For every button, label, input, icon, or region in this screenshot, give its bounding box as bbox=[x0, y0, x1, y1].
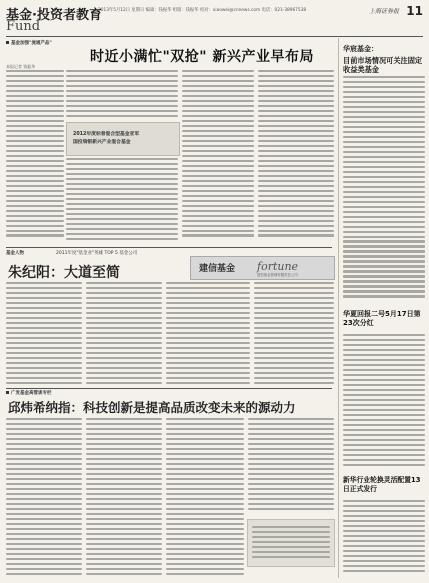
fund-ad-line-1: 2012年度标普混合型基金亚军 bbox=[73, 132, 140, 137]
lower-section-rule bbox=[6, 388, 332, 389]
ad-brand: fortune bbox=[257, 260, 299, 273]
masthead bbox=[6, 4, 423, 34]
lower-column-1 bbox=[6, 418, 82, 578]
section-subtitle: 2011年度"基金业"英雄 TOP 5 基金公司 bbox=[56, 251, 138, 256]
issue-meta: 2013年5月12日 星期日 编辑：钱振华 组版：钱振华 校对：xiaowei@cnnews.com 电话：021-38967538 bbox=[98, 8, 307, 13]
lower-column-3 bbox=[166, 418, 244, 578]
paper-name: 上海证券报 bbox=[368, 8, 399, 15]
section-rule bbox=[6, 247, 332, 248]
side-story-kicker: 华宸基金： bbox=[343, 45, 378, 53]
masthead-rule bbox=[6, 36, 423, 37]
side-story-3-body bbox=[343, 500, 425, 576]
top-story-column-2b bbox=[66, 158, 178, 242]
lower-story-headline: 邱炜希纳指：科技创新是提高品质改变未来的源动力 bbox=[8, 400, 296, 415]
side-story-2-headline: 华夏回报二号5月17日第23次分红 bbox=[343, 310, 421, 327]
side-story-body bbox=[343, 76, 425, 302]
top-story-headline: 时近小满忙"双抢" 新兴产业早布局 bbox=[90, 49, 314, 65]
section-bar bbox=[6, 250, 332, 255]
section-title: 基金·投资者教育 bbox=[6, 8, 102, 23]
info-box bbox=[247, 519, 335, 567]
side-story-3-headline: 新华行业轮换灵活配置13日正式发行 bbox=[343, 476, 421, 493]
top-story-tag: 基金加强"流通产品" bbox=[6, 40, 52, 46]
top-story-column-1 bbox=[6, 70, 64, 240]
profile-column-2 bbox=[86, 282, 162, 388]
top-story-column-3 bbox=[182, 70, 254, 242]
info-box-text bbox=[252, 526, 330, 562]
top-story-column-2 bbox=[66, 70, 178, 118]
top-story-column-4 bbox=[258, 70, 334, 242]
page-number: 11 bbox=[406, 4, 423, 18]
ad-logo: 建信基金 bbox=[199, 264, 236, 274]
lower-column-2 bbox=[86, 418, 162, 578]
fund-ad-line-2: 国投瑞银新兴产业混合基金 bbox=[73, 140, 131, 145]
profile-column-1 bbox=[6, 282, 82, 388]
profile-column-4 bbox=[254, 282, 334, 388]
fund-ad-box bbox=[66, 122, 180, 156]
profile-column-3 bbox=[166, 282, 250, 388]
side-story-2-body bbox=[343, 334, 425, 470]
side-story bbox=[343, 44, 425, 74]
column-divider bbox=[338, 38, 339, 578]
lower-column-4 bbox=[248, 418, 334, 514]
ad-subtitle: 建信基金管理有限责任公司 bbox=[257, 273, 298, 277]
side-story-2 bbox=[343, 310, 425, 328]
section-label: 基金人物 bbox=[6, 251, 24, 256]
section-title-en: Fund bbox=[6, 19, 41, 34]
fund-company-ad bbox=[190, 256, 335, 280]
side-story-3 bbox=[343, 476, 425, 494]
side-story-headline: 目前市场情况可关注固定收益类基金 bbox=[343, 56, 423, 74]
top-story-byline: 本报记者 钱振华 bbox=[6, 64, 36, 69]
profile-headline: 朱纪阳：大道至简 bbox=[8, 265, 120, 281]
lower-story-tag: 广发基金高管谈专栏 bbox=[6, 390, 52, 396]
